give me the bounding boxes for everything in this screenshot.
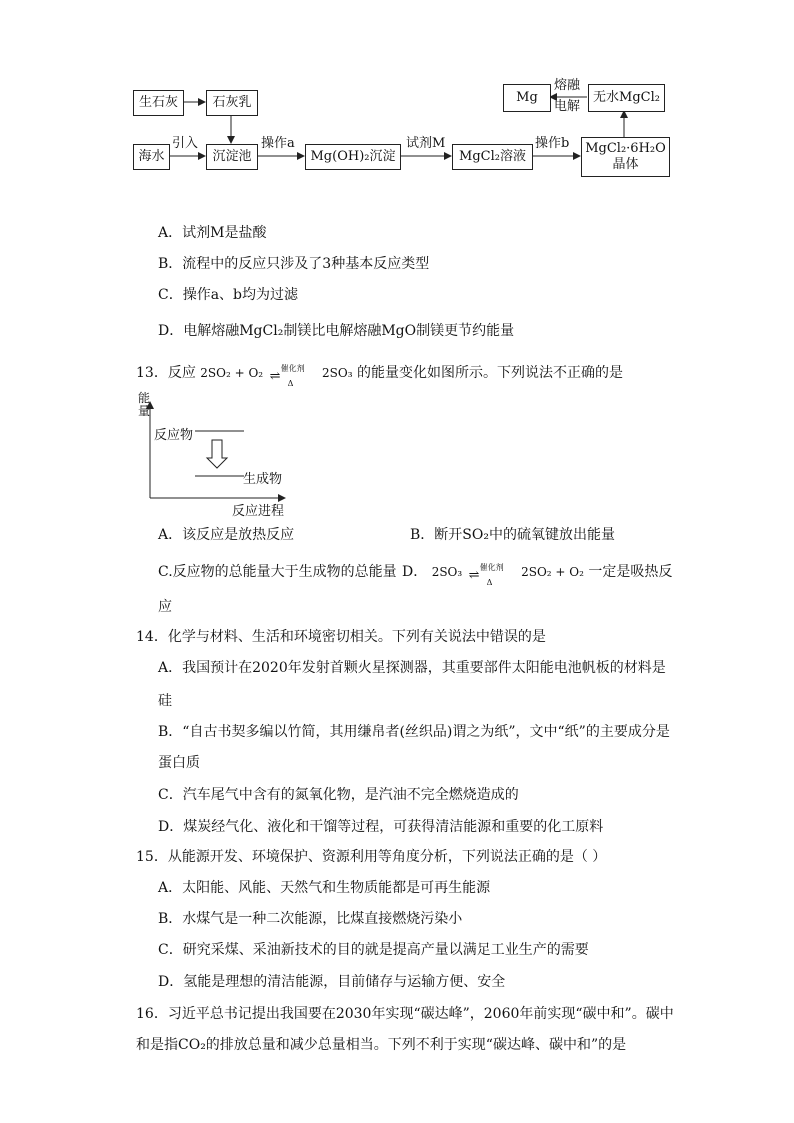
- hydrate-crystal: 晶体: [612, 157, 639, 172]
- q14-option-c: C．汽车尾气中含有的氮氧化物，是汽油不完全燃烧造成的: [158, 787, 519, 803]
- q13-eq-left: 2SO₂ + O₂: [200, 366, 264, 380]
- q15-option-b: B．水煤气是一种二次能源，比煤直接燃烧污染小: [158, 911, 463, 927]
- q14-option-a-line2: 硅: [158, 693, 172, 709]
- energy-reactant-label: 反应物: [154, 428, 194, 443]
- label-op-a: 操作a: [261, 136, 295, 151]
- q13-option-d: [402, 562, 673, 587]
- box-tank: 沉淀池: [206, 144, 258, 170]
- box-mgoh2: Mg(OH)₂沉淀: [305, 144, 401, 170]
- q13-option-c: C.反应物的总能量大于生成物的总能量: [158, 564, 397, 580]
- label-introduce: 引入: [172, 136, 199, 151]
- q13-opt-d-catalyst: 催化剂: [479, 563, 504, 572]
- q13-opt-d-left: 2SO₃: [431, 565, 463, 579]
- q13-eq-right: 2SO₃: [322, 366, 353, 380]
- box-anhydrous: 无水MgCl₂: [588, 84, 665, 112]
- q13-stem-pre: 13．反应: [136, 365, 196, 381]
- q13-option-b: B．断开SO₂中的硫氧键放出能量: [410, 527, 615, 543]
- q13-opt-d-right: 2SO₂ + O₂: [521, 565, 584, 579]
- box-limemilk: 石灰乳: [206, 90, 258, 116]
- q15-option-c: C．研究采煤、采油新技术的目的就是提高产量以满足工业生产的需要: [158, 942, 589, 958]
- q13-opt-d-arrow: [467, 562, 517, 587]
- equilibrium-arrow-icon: ⇌: [468, 568, 480, 583]
- q12-option-d: D．电解熔融MgCl₂制镁比电解熔融MgO制镁更节约能量: [158, 323, 515, 339]
- q12-option-a: A．试剂M是盐酸: [158, 225, 267, 241]
- q12-option-c: C．操作a、b均为过滤: [158, 287, 299, 303]
- energy-y-label: 能量: [138, 391, 151, 418]
- q15-option-a: A．太阳能、风能、天然气和生物质能都是可再生能源: [158, 880, 491, 896]
- box-quicklime: 生石灰: [133, 90, 184, 116]
- q13-stem-post: 的能量变化如图所示。下列说法不正确的是: [357, 365, 623, 381]
- q14-option-a-line1: A．我国预计在2020年发射首颗火星探测器，其重要部件太阳能电池帆板的材料是: [158, 660, 666, 676]
- q16-stem-line2: 和是指CO₂的排放总量和减少总量相当。下列不利于实现“碳达峰、碳中和”的是: [136, 1037, 627, 1053]
- energy-x-label: 反应进程: [232, 504, 285, 519]
- q14-option-b-line2: 蛋白质: [158, 755, 200, 771]
- q15-stem: 15．从能源开发、环境保护、资源利用等角度分析，下列说法正确的是（ ）: [136, 849, 607, 865]
- q13-catalyst: 催化剂: [280, 364, 305, 373]
- box-seawater: 海水: [133, 144, 170, 170]
- q13-stem: [136, 363, 623, 388]
- q13-option-d-wrap: 应: [158, 599, 172, 615]
- box-mg: Mg: [503, 84, 551, 112]
- q13-option-a: A．该反应是放热反应: [158, 527, 295, 543]
- label-electrolysis: 电解: [554, 99, 581, 114]
- q14-option-d: D．煤炭经气化、液化和干馏等过程，可获得清洁能源和重要的化工原料: [158, 819, 604, 835]
- q12-option-b: B．流程中的反应只涉及了3种基本反应类型: [158, 256, 430, 272]
- q13-delta: Δ: [287, 379, 294, 388]
- box-mgcl2-solution: MgCl₂溶液: [452, 144, 533, 170]
- flowchart-arrows: [0, 0, 794, 200]
- label-reagent-m: 试剂M: [406, 136, 446, 151]
- q16-stem-line1: 16．习近平总书记提出我国要在2030年实现“碳达峰”，2060年前实现“碳中和”。碳中: [136, 1006, 674, 1022]
- equilibrium-arrow-icon: ⇌: [269, 369, 281, 384]
- q14-stem: 14．化学与材料、生活和环境密切相关。下列有关说法中错误的是: [136, 629, 546, 645]
- q14-option-b-line1: B．“自古书契多编以竹简，其用缣帛者(丝织品)谓之为纸”，文中“纸”的主要成分是: [158, 724, 670, 740]
- energy-product-label: 生成物: [243, 472, 283, 487]
- q13-opt-d-delta: Δ: [486, 578, 493, 587]
- down-arrow-icon: [207, 440, 227, 468]
- hydrate-formula: MgCl₂·6H₂O: [585, 141, 666, 156]
- q13-opt-d-post: 一定是吸热反: [588, 564, 673, 580]
- box-hydrate: [581, 137, 670, 177]
- q13-opt-d-pre: D．: [402, 564, 428, 580]
- q13-reversible-arrow: [268, 363, 318, 388]
- label-op-b: 操作b: [535, 136, 570, 151]
- q15-option-d: D．氢能是理想的清洁能源，目前储存与运输方便、安全: [158, 974, 506, 990]
- label-melt: 熔融: [554, 78, 581, 93]
